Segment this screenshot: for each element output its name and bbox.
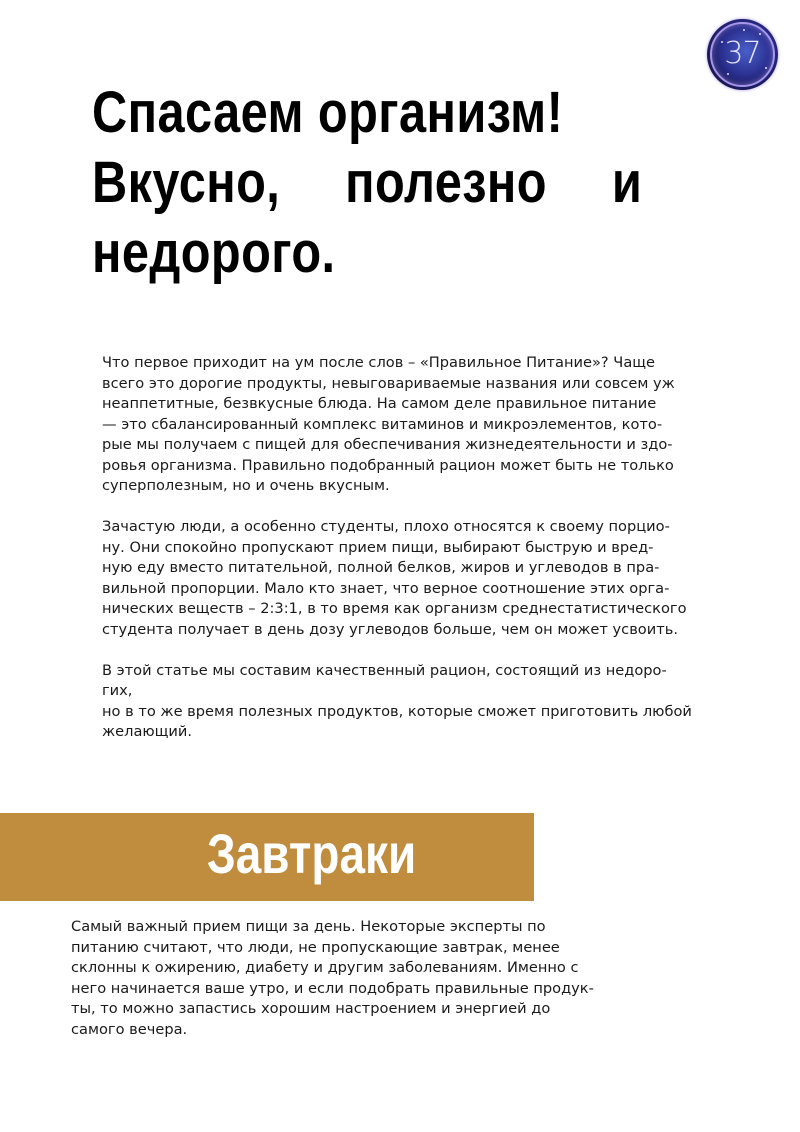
title-line-3: недорого. bbox=[92, 220, 336, 285]
text-line: рые мы получаем с пищей для обеспечивания жизнедеятельности и здо- bbox=[102, 436, 673, 453]
paragraph-1 bbox=[102, 353, 707, 497]
text-line: всего это дорогие продукты, невыговариваемые названия или совсем уж bbox=[102, 374, 675, 392]
title-word: полезно bbox=[345, 150, 547, 215]
text-line: него начинается ваше утро, и если подобрать правильные продук- bbox=[71, 979, 594, 997]
text-line: — это сбалансированный комплекс витаминов и микроэлементов, кото- bbox=[102, 415, 663, 433]
text-line: Зачастую люди, а особенно студенты, плохо относятся к своему порцио- bbox=[102, 518, 670, 535]
page-number-badge bbox=[707, 19, 778, 90]
badge-star bbox=[727, 73, 729, 75]
text-line: Что первое приходит на ум после слов – «Правильное Питание»? Чаще bbox=[102, 354, 655, 371]
text-line: студента получает в день дозу углеводов больше, чем он может усвоить. bbox=[102, 620, 678, 638]
text-line: ты, то можно запастись хорошим настроением и энергией до bbox=[71, 1000, 551, 1017]
section-heading: Завтраки bbox=[207, 822, 417, 885]
paragraph-3 bbox=[102, 661, 707, 743]
text-line: ную еду вместо питательной, полной белков, жиров и углеводов в пра- bbox=[102, 559, 660, 576]
article-body bbox=[102, 353, 707, 763]
text-line: питанию считают, что люди, не пропускающие завтрак, менее bbox=[71, 938, 560, 956]
title-line-2 bbox=[92, 148, 642, 218]
title-word: Вкусно, bbox=[92, 150, 281, 215]
text-line: гих, bbox=[102, 682, 133, 699]
text-line: самого вечера. bbox=[71, 1020, 188, 1038]
paragraph-2 bbox=[102, 517, 707, 640]
text-line: В этой статье мы составим качественный рацион, состоящий из недоро- bbox=[102, 661, 667, 679]
text-line: склонны к ожирению, диабету и другим заболеваниям. Именно с bbox=[71, 959, 579, 976]
text-line: вильной пропорции. Мало кто знает, что верное соотношение этих орга- bbox=[102, 579, 670, 597]
page-title bbox=[92, 78, 643, 288]
section-paragraph bbox=[71, 917, 614, 1040]
text-line: ну. Они спокойно пропускают прием пищи, выбирают быструю и вред- bbox=[102, 538, 654, 556]
text-line: но в то же время полезных продуктов, которые сможет приготовить любой bbox=[102, 702, 692, 720]
text-line: неаппетитные, безвкусные блюда. На самом деле правильное питание bbox=[102, 395, 657, 412]
text-line: Самый важный прием пищи за день. Некоторые эксперты по bbox=[71, 918, 546, 935]
text-line: нических веществ – 2:3:1, в то время как организм среднестатистического bbox=[102, 600, 687, 617]
badge-star bbox=[759, 33, 761, 35]
text-line: желающий. bbox=[102, 723, 193, 740]
title-word: и bbox=[611, 150, 643, 215]
text-line: ровья организма. Правильно подобранный рацион может быть не только bbox=[102, 456, 674, 474]
text-line: суперполезным, но и очень вкусным. bbox=[102, 477, 390, 494]
page-number: 37 bbox=[724, 36, 761, 71]
title-line-1: Спасаем организм! bbox=[92, 80, 564, 145]
badge-star bbox=[743, 29, 745, 31]
